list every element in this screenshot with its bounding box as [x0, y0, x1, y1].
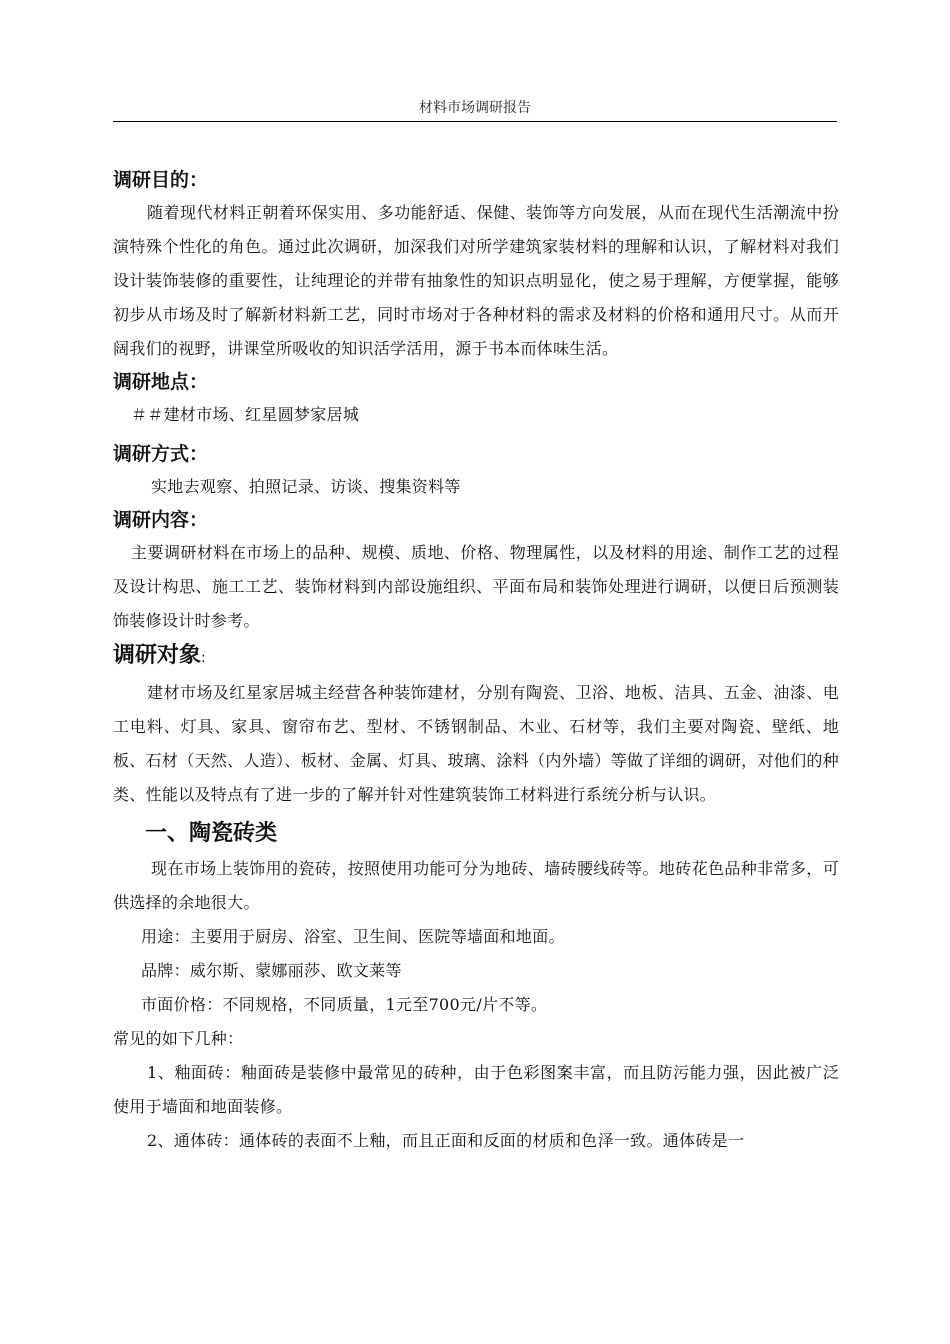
document-body: [113, 164, 839, 1158]
method-heading: 调研方式：: [113, 443, 209, 465]
chapter1-item1: 1、釉面砖：釉面砖是装修中最常见的砖种，由于色彩图案丰富，而且防污能力强，因此被广泛使用于墙面和地面装修。: [113, 1063, 839, 1116]
content-paragraph: 主要调研材料在市场上的品种、规模、质地、价格、物理属性，以及材料的用途、制作工艺的过程及设计构思、施工工艺、装饰材料到内部设施组织、平面布局和装饰处理进行调研，以便日后预测装饰装修设计时参考。: [113, 543, 839, 630]
chapter1-heading: 一、陶瓷砖类: [145, 821, 278, 846]
page-header: 材料市场调研报告: [419, 100, 531, 116]
location-paragraph: ＃＃建材市场、红星圆梦家居城: [131, 405, 360, 424]
chapter1-common: 常见的如下几种：: [113, 1029, 244, 1048]
header-rule: [113, 121, 837, 122]
chapter1-item2: 2、通体砖：通体砖的表面不上釉，而且正面和反面的材质和色泽一致。通体砖是一: [147, 1131, 745, 1150]
objects-heading-colon: :: [201, 650, 206, 666]
location-heading: 调研地点：: [113, 371, 209, 393]
purpose-paragraph: 随着现代材料正朝着环保实用、多功能舒适、保健、装饰等方向发展，从而在现代生活潮流中扮演特殊个性化的角色。通过此次调研，加深我们对所学建筑家装材料的理解和认识，了解材料对我们设计装饰装修的重要性，让纯理论的并带有抽象性的知识点明显化，使之易于理解，方便掌握，能够初步从市场及时了解新材料新工艺，同时市场对于各种材料的需求及材料的价格和通用尺寸。从而开阔我们的视野，讲课堂所吸收的知识活学活用，源于书本而体味生活。: [113, 203, 839, 358]
purpose-heading: 调研目的：: [113, 169, 209, 191]
chapter1-brand: 品牌：威尔斯、蒙娜丽莎、欧文莱等: [141, 961, 402, 980]
objects-heading-text: 调研对象: [113, 643, 202, 668]
chapter1-price: 市面价格：不同规格，不同质量，1元至700元/片不等。: [141, 995, 548, 1014]
chapter1-use: 用途：主要用于厨房、浴室、卫生间、医院等墙面和地面。: [141, 927, 565, 946]
objects-paragraph: 建材市场及红星家居城主经营各种装饰建材，分别有陶瓷、卫浴、地板、洁具、五金、油漆、电工电料、灯具、家具、窗帘布艺、型材、不锈钢制品、木业、石材等，我们主要对陶瓷、壁纸、地板、石材（天然、人造）、板材、金属、灯具、玻璃、涂料（内外墙）等做了详细的调研，对他们的种类、性能以及特点有了进一步的了解并针对性建筑装饰工材料进行系统分析与认识。: [113, 683, 839, 804]
method-paragraph: 实地去观察、拍照记录、访谈、搜集资料等: [151, 477, 461, 496]
objects-heading: [113, 638, 839, 676]
content-heading: 调研内容：: [113, 509, 209, 531]
chapter1-intro: 现在市场上装饰用的瓷砖，按照使用功能可分为地砖、墙砖腰线砖等。地砖花色品种非常多，可供选择的余地很大。: [113, 859, 839, 912]
